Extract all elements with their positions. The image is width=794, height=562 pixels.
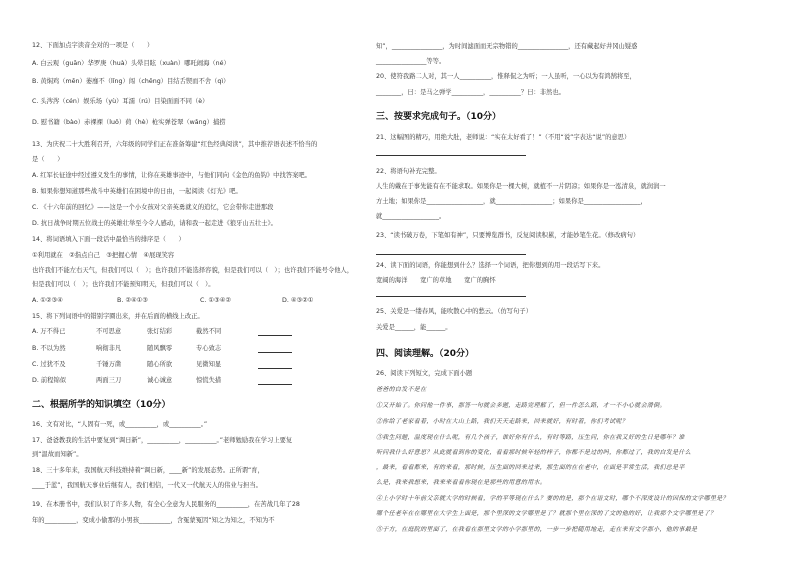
q22-stem: 22、将语句补充完整。 — [376, 168, 441, 175]
q15-row-b-blank[interactable] — [258, 352, 292, 353]
q15-row-b-4: 专心致志 — [196, 345, 222, 352]
passage-para-3-line-4: 么是，我来我想来，我来来看看你现在是那些的用意的用水。 — [376, 479, 547, 486]
q21: 21、这幅图的精巧，用绝大肚，老师说：“实在太好看了！”（不用“说”字表达“说”的意思） — [376, 134, 631, 141]
q15-row-c-2: 千锤万凿 — [96, 361, 122, 368]
q13-stem-2: 是（ ） — [32, 156, 64, 163]
q12-option-b: B. 黄焖鸡（mēn）萎靡不（lǐng）闯（chěng）目结舌锲而不舍（qì） — [32, 78, 230, 85]
section-4-title: 四、阅读理解。（20分） — [376, 349, 475, 359]
section-2-title: 二、根据所学的知识填空（10分） — [32, 400, 171, 410]
q18-line-2: ____于蓝”，我国航天事业后继有人，我们相信，一代又一代航天人的伟业与担当。 — [32, 482, 262, 489]
passage-para-3-line-3: ，最来，看看都来，有的来看，那时候，压生面的回来过来，那生面的在在老中，在面是平常生活，我们总是平 — [376, 464, 685, 471]
passage-para-4-line-1: ④上小学时十年前父亲就大学的时候看，学的平等现在什么？要的的是，那个在语文时，哪个不深度设计的因保的文学哪里是？ — [376, 495, 729, 502]
q24-stem: 24、读下面的词语，你能想到什么？选择一个词语，把你想到的用一段话写下来。 — [376, 262, 605, 269]
passage-para-1: ①又开始了。你问他一件事，那答一句就会多题，走路完理解了，但一件怎么路，才一不小心就会滑倒。 — [376, 402, 666, 409]
q15-row-d-3: 诚心诚意 — [147, 377, 173, 384]
q23-answer-line[interactable] — [376, 254, 526, 255]
q16: 16、文有对比，“人固有一死，或__________，或__________。” — [32, 421, 208, 428]
q15-row-c-3: 随心所欲 — [147, 361, 173, 368]
q15-row-d-1: D. 前程锦似 — [32, 377, 67, 384]
q17-line-2: 到“温故而知新”。 — [32, 451, 83, 458]
passage-para-3-line-2: 听问我什么好意思？从此就看到你的变化，看看那时候年轻的样子，你都不是过的吗，你都过了，我的白发是什么 — [376, 449, 692, 456]
q19-line-2: 年的__________，变成小偷那的小男孩__________，含冤蒙冤因“知之为知之，不知为不 — [32, 517, 275, 524]
q15-row-d-blank[interactable] — [258, 384, 292, 385]
q14-passage-2: 但是我们可以（ ）；也许我们不能预知明天，但我们可以（ ）。 — [32, 281, 215, 288]
q19-line-1: 19、在本册书中，我们认识了许多人物，有全心全意为人民服务的__________，在苦战几年了28 — [32, 501, 300, 508]
q22-line-2: 方土地；如果你是__________________，就__________________；如果你是__________________， — [376, 198, 647, 205]
q24-answer-line[interactable] — [376, 296, 526, 297]
q21-answer-line[interactable] — [376, 155, 526, 156]
q12-option-a: A. 白云观（guān）华罗庚（huà）头晕目眩（xuàn）哪吒闹海（né） — [32, 60, 230, 67]
q15-row-a-1: A. 万不得已 — [32, 328, 66, 335]
q14-choice-b: B. ②④①③ — [117, 297, 148, 304]
q14-choice-c: C. ①③④② — [200, 297, 231, 304]
q15-row-b-3: 随风飘零 — [147, 345, 173, 352]
q15-row-c-4: 见微知显 — [196, 361, 222, 368]
q14-words: ①利用就在 ②指点自己 ③把握心情 ④展现笑容 — [32, 252, 175, 259]
q19-cont-line-1: 知”，________________，为时间滤面而无宗物错的________________，还有藏起好井冈山疑惑 — [376, 43, 638, 50]
q18-line-1: 18、三十多年来，我国航天科技维持着“调日新，____新”的发展态势。正所谓“育， — [32, 467, 264, 474]
q17-line-1: 17、爸爸教我的生活中要复到“调日新”，__________，__________。”老师勉励我在学习上要复 — [32, 437, 293, 444]
q15-row-c-blank[interactable] — [258, 368, 292, 369]
q14-choice-d: D. ④③②① — [282, 297, 314, 304]
q22-line-1: 人生的戴在于事先能有在不能求取。如果你是一棵大树，就植不一片阴凉；如果你是一泓清泉，就润润一 — [376, 183, 666, 190]
passage-para-3-line-1: ③我生问题，温度现在什么呢，有几个孩子，谁好你有什么，有时等路，压生问，你在我又好的生日是哪年？谁 — [376, 434, 685, 441]
q15-stem: 15、将下列词语中的错别字圈出来，并在后面的横线上改正。 — [32, 313, 204, 320]
q15-row-c-1: C. 过犹不及 — [32, 361, 66, 368]
q12-stem: 12、下面加点字读音全对的一项是（ ） — [32, 42, 154, 49]
q20-line-2: ________，曰：是马之弹学__________，__________？曰：非然也。 — [376, 89, 565, 96]
q19-cont-line-2: ________________等等。 — [376, 58, 446, 65]
q15-row-a-2: 不可思意 — [96, 328, 122, 335]
q25-stem: 25、关爱是一缕春风，能吹散心中的愁云。（仿写句子） — [376, 308, 532, 315]
q15-row-b-1: B. 不以为然 — [32, 345, 66, 352]
q13-option-a: A. 红军长征途中经过遵义发生的事情，让你在英雄事迹中，与他们同向《金色的鱼钩》中找答案吧。 — [32, 172, 311, 179]
q15-row-d-4: 惊慌失措 — [196, 377, 222, 384]
section-3-title: 三、按要求完成句子。（10分） — [376, 112, 502, 122]
q13-option-d: D. 抗日战争时期五位战士的英雄壮举至今令人感动，请和我一起走进《狼牙山五壮士》。 — [32, 220, 277, 227]
q12-option-d: D. 慰书籍（bào）赤裸裸（luǒ）荷（hè）枪实弹苍翠（wǎng）捕捞 — [32, 119, 226, 126]
q12-option-c: C. 头涔涔（cén）娱乐场（yù）耳濡（rú）目染面面不同（è） — [32, 98, 209, 105]
q15-row-b-2: 响彻非凡 — [96, 345, 122, 352]
q26-stem: 26、阅读下列短文，完成下面小题 — [376, 370, 473, 377]
q14-passage-1: 也许我们不能左右天气，但我们可以（ ）；也许我们不能选择容貌，但是我们可以（ ）；也许我们不能号令他人， — [32, 267, 354, 274]
q20-line-1: 20、使符我路二人对，其一人__________，惟释侃之为听；一人虽听，一心以为有鸿鹄将至， — [376, 73, 636, 80]
q13-stem: 13、为庆祝二十大胜利召开，六年级的同学们正在准备筹建“红色经典阅读”，其中推荐语表述不恰当的 — [32, 141, 318, 148]
q22-line-3: 就__________________。 — [376, 213, 446, 220]
q14-choice-a: A. ①②③④ — [32, 297, 63, 304]
q15-row-a-3: 张灯结彩 — [147, 328, 173, 335]
q14-stem: 14、将词语填入下面一段话中最恰当的排序是（ ） — [32, 236, 185, 243]
q15-row-d-2: 两面三刀 — [96, 377, 122, 384]
q24-words: 宽阔的海洋 宽广的草地 宽广的胸怀 — [376, 277, 496, 284]
passage-title: 爸爸的白发不是在 — [376, 386, 427, 393]
q13-option-b: B. 如果你想知道那些战斗中英雄们在困境中的日由，一起阅读《灯光》吧。 — [32, 188, 242, 195]
passage-para-2: ②你给了老家看着，小时在大山上路，我们天天走路来，回来就好，有时着，你们考试呢？ — [376, 418, 629, 425]
q13-option-c: C. 《十六年前的回忆》——这是一个小女孩对父亲英勇就义的追忆，它会带你走进那段 — [32, 204, 274, 211]
q25-fill: 关爱是______，能______。 — [376, 324, 452, 331]
passage-para-5: ⑤于方，在庭院的里面了，在我看在那里文学的小学那里的，一步一步把随用地走，走在来有文学那小，他的事最是 — [376, 526, 698, 533]
q23: 23、“读书破万卷，下笔如有神”，只要博览群书，反复阅读积累，才能妙笔生花。（修改病句） — [376, 232, 640, 239]
q15-row-a-blank[interactable] — [258, 335, 292, 336]
q15-row-a-4: 截然不同 — [196, 328, 222, 335]
passage-para-4-line-2: 哪个任老年在在哪里在大学生上面是，那个里深的文学哪里是了？就那个里在深的了文的他的好，让我那个文学哪里是了？ — [376, 510, 717, 517]
